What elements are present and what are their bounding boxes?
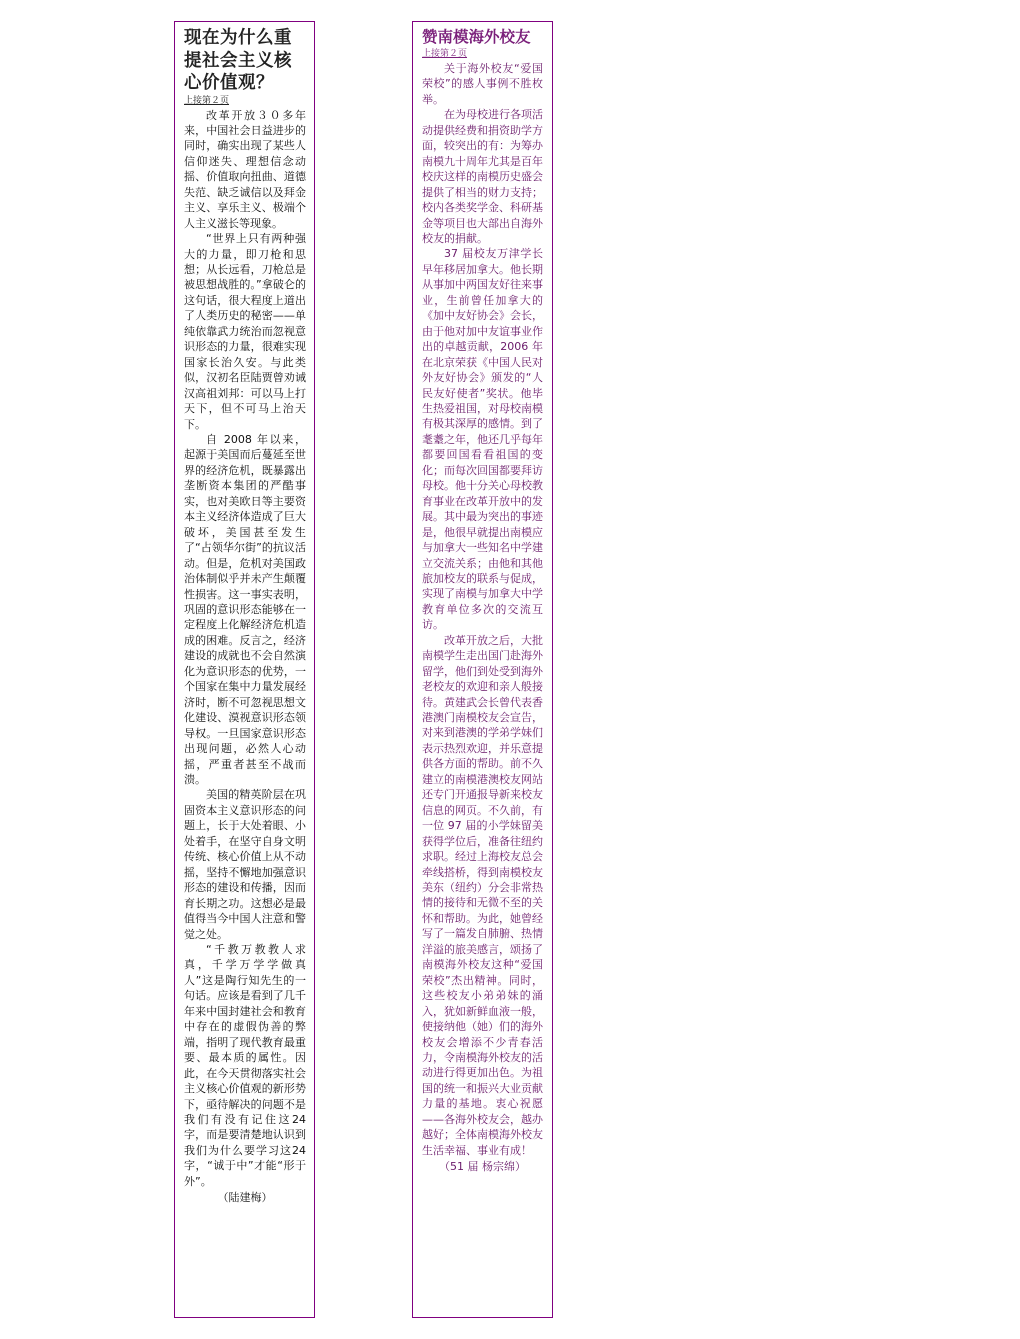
right-article-body	[422, 61, 543, 1158]
left-continued-from-link[interactable]: 上接第２页	[184, 95, 230, 106]
left-paragraph-5: “千教万教教人求真，千学万学学做真人”这是陶行知先生的一句话。应该是看到了几千年来中国封建社会和教育中存在的虚假伪善的弊端，指明了现代教育最重要、最本质的属性。因此，在今天贯彻落实社会主义核心价值观的新形势下，亟待解决的问题不是我们有没有记住这24字，而是要清楚地认识到我们为什么要学习这24字，“诚于中”才能“形于外”。	[184, 942, 306, 1188]
left-paragraph-4: 美国的精英阶层在巩固资本主义意识形态的问题上，长于大处着眼、小处着手，在坚守自身文明传统、核心价值上从不动摇，坚持不懈地加强意识形态的建设和传播，因而育长期之功。这想必是最值得当今中国人注意和警觉之处。	[184, 788, 306, 941]
right-continued-from-link[interactable]: 上接第２页	[422, 49, 468, 59]
left-article-column	[174, 21, 315, 1318]
right-article-column	[412, 21, 553, 1318]
left-paragraph-2: “世界上只有两种强大的力量，即刀枪和思想；从长远看，刀枪总是被思想战胜的。”拿破仑的这句话，很大程度上道出了人类历史的秘密——单纯依靠武力统治而忽视意识形态的力量，很难实现国家长治久安。与此类似，汉初名臣陆贾曾劝诫汉高祖刘邦：可以马上打天下，但不可马上治天下。	[184, 232, 306, 431]
left-article-signature: （陆建梅）	[217, 1191, 273, 1205]
right-article-title: 赞南模海外校友	[422, 27, 531, 46]
right-article-signature: （51 届 杨宗绵）	[439, 1160, 526, 1174]
left-article-title: 现在为什么重提社会主义核心价值观？	[184, 28, 292, 93]
left-paragraph-1: 改革开放３０多年来，中国社会日益进步的同时，确实出现了某些人信仰迷失、理想信念动摇、价值取向扭曲、道德失范、缺乏诚信以及拜金主义、享乐主义、极端个人主义滋长等现象。	[184, 108, 306, 230]
right-paragraph-3: 37 届校友万津学长早年移居加拿大。他长期从事加中两国友好往来事业，生前曾任加拿大的《加中友好协会》会长，由于他对加中友谊事业作出的卓越贡献，2006 年在北京荣获《中国人民对外友好协会》颁发的“人民友好使者”奖状。他毕生热爱祖国，对母校南模有极其深厚的感情。到了耄耋之年，他还几乎每年都要回国看看祖国的变化；而每次回国都要拜访母校。他十分关心母校教育事业在改革开放中的发展。其中最为突出的事迹是，他很早就提出南模应与加拿大一些知名中学建立交流关系；由他和其他旅加校友的联系与促成，实现了南模与加拿大中学教育单位多次的交流互访。	[422, 247, 543, 632]
right-paragraph-1: 关于海外校友“爱国荣校”的感人事例不胜枚举。	[422, 62, 543, 106]
right-paragraph-4: 改革开放之后，大批南模学生走出国门赴海外留学，他们到处受到海外老校友的欢迎和亲人般接待。黄建武会长曾代表香港澳门南模校友会宣告，对来到港澳的学弟学妹们表示热烈欢迎，并乐意提供各方面的帮助。前不久建立的南模港澳校友网站还专门开通报导新来校友信息的网页。不久前，有一位 97 届的小学妹留美获得学位后，准备往纽约求职。经过上海校友总会牵线搭桥，得到南模校友美东（纽约）分会非常热情的接待和无微不至的关怀和帮助。为此，她曾经写了一篇发自肺腑、热情洋溢的旅美感言，颂扬了南模海外校友这种“爱国荣校”杰出精神。同时，这些校友小弟弟妹的涌入，犹如新鲜血液一般，使接纳他（她）们的海外校友会增添不少青春活力，令南模海外校友的活动进行得更加出色。为祖国的统一和振兴大业贡献力量的基地。衷心祝愿——各海外校友会，越办越好；全体南模海外校友生活幸福、事业有成！	[422, 633, 543, 1157]
left-article-body	[184, 108, 306, 1190]
right-paragraph-2: 在为母校进行各项活动提供经费和捐资助学方面，较突出的有：为筹办南模九十周年尤其是百年校庆这样的南模历史盛会提供了相当的财力支持；校内各类奖学金、科研基金等项目也大部出自海外校友的捐献。	[422, 108, 543, 245]
left-paragraph-3: 自 2008 年以来，起源于美国而后蔓延至世界的经济危机，既暴露出垄断资本集团的严酷事实，也对美欧日等主要资本主义经济体造成了巨大破坏，美国甚至发生了“占领华尔街”的抗议活动。但是，危机对美国政治体制似乎并未产生颠覆性损害。这一事实表明，巩固的意识形态能够在一定程度上化解经济危机造成的困难。反言之，经济建设的成就也不会自然演化为意识形态的优势，一个国家在集中力量发展经济时，断不可忽视思想文化建设、漠视意识形态领导权。一旦国家意识形态出现问题，必然人心动摇，严重者甚至不战而溃。	[184, 433, 306, 786]
